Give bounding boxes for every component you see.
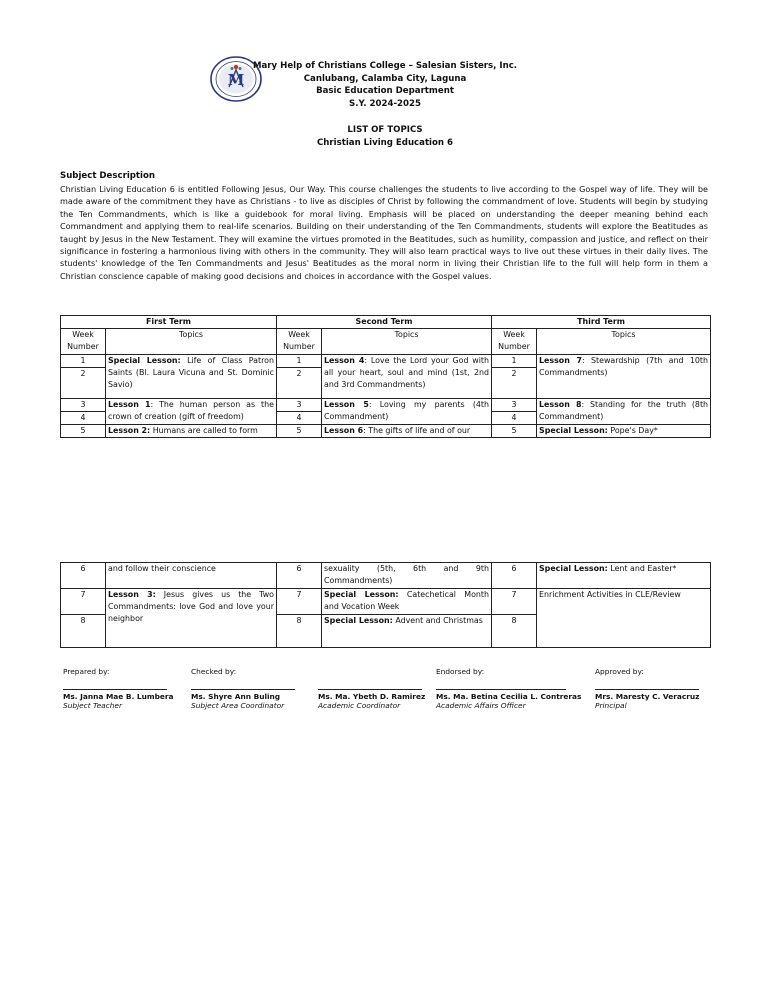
week-number: 5	[277, 425, 322, 438]
signatory-prepared	[63, 667, 174, 710]
topics-table-part2	[60, 562, 711, 648]
svg-text:M: M	[227, 71, 245, 89]
week-number: 8	[61, 615, 106, 648]
subject-description-heading: Subject Description	[60, 171, 156, 181]
topics-table-part1	[60, 315, 711, 438]
signatory-role: Subject Area Coordinator	[191, 701, 285, 710]
week-number: 3	[61, 398, 106, 411]
topic-cell: Enrichment Activities in CLE/Review	[537, 589, 711, 648]
topic-text: : The human person as the crown of creation (gift of freedom)	[108, 399, 275, 422]
signatory-name: Ms. Ma. Betina Cecilia L. Contreras	[436, 692, 582, 701]
topic-label: Lesson 5	[324, 399, 369, 409]
topic-label: Lesson 8	[539, 399, 582, 409]
topic-text: : Stewardship (7th and 10th Commandments)	[539, 355, 709, 377]
topic-cell	[106, 589, 277, 648]
week-number: 2	[277, 367, 322, 398]
signature-line	[191, 689, 295, 690]
signatory-role: Principal	[595, 701, 627, 710]
week-number: 6	[277, 563, 322, 589]
topic-label: Special Lesson:	[539, 564, 608, 573]
subject-title: Christian Living Education 6	[317, 137, 453, 148]
week-number: 1	[61, 354, 106, 367]
topic-text: Life of Class Patron Saints (Bl. Laura Vicuna and St. Dominic Savio)	[108, 355, 275, 390]
topic-text: Advent and Christmas	[392, 616, 483, 625]
signatory-role: Academic Coordinator	[318, 701, 401, 710]
topic-label: Lesson 4	[324, 355, 365, 365]
signatory-approved	[595, 667, 699, 710]
week-number: 7	[61, 589, 106, 615]
signatory-academic-coordinator	[318, 667, 425, 710]
week-number: 6	[492, 563, 537, 589]
school-name: Mary Help of Christians College – Salesian Sisters, Inc.	[252, 61, 518, 71]
week-number: 7	[492, 589, 537, 615]
topic-text: Pope's Day*	[607, 426, 658, 436]
signatory-name: Ms. Ma. Ybeth D. Ramirez	[318, 692, 426, 701]
topic-label: Special Lesson:	[539, 426, 608, 436]
topic-cell	[106, 425, 277, 438]
week-number: 3	[492, 398, 537, 411]
week-number: 3	[277, 398, 322, 411]
week-number: 1	[492, 354, 537, 367]
week-number: 4	[492, 412, 537, 425]
topic-cell	[106, 398, 277, 424]
signature-line	[63, 689, 167, 690]
signatory-label: Checked by:	[191, 667, 237, 676]
week-number: 4	[61, 412, 106, 425]
week-number: 1	[277, 354, 322, 367]
week-number: 2	[61, 367, 106, 398]
topic-cell	[322, 354, 492, 398]
topics-column-header: Topics	[322, 329, 492, 354]
topic-cell	[322, 425, 492, 438]
school-address: Canlubang, Calamba City, Laguna	[303, 73, 467, 84]
signatory-label: Endorsed by:	[436, 667, 485, 676]
signatory-name: Ms. Shyre Ann Buling	[191, 692, 281, 701]
week-number: 4	[277, 412, 322, 425]
week-number: 5	[61, 425, 106, 438]
week-number: 8	[492, 615, 537, 648]
topic-text: Jesus gives us the Two Commandments: love God and love your neighbor	[108, 590, 274, 624]
signatory-label: Approved by:	[595, 667, 644, 676]
signatory-label	[318, 667, 425, 689]
topic-cell	[537, 354, 711, 398]
topic-cell	[537, 398, 711, 424]
week-number: 2	[492, 367, 537, 398]
topic-label: Special Lesson:	[324, 590, 399, 599]
topic-text: : The gifts of life and of our	[363, 426, 471, 436]
topic-cell	[537, 563, 711, 589]
topics-column-header: Topics	[106, 329, 277, 354]
signatory-endorsed	[436, 667, 581, 710]
topic-label: Lesson 6	[324, 426, 364, 436]
subject-description-text: Christian Living Education 6 is entitled Following Jesus, Our Way. This course challenges the students to live according to the Gospel way of life. They will be made aware of the commitment they have as Christians - to live as disciples of Christ by following the commandment of love. Students will begin by studying the Ten Commandments, which is like a guidebook for moral living. Emphasis will be placed on understanding the deeper meaning behind each Commandment and applying them to real-life scenarios. Building on their understanding of the Ten Commandments, students will explore the Beatitudes as taught by Jesus in the New Testament. They will examine the virtues promoted in the Beatitudes, such as humility, compassion and justice, and reflect on their significance in fostering a harmonious living with others in the community. They will also learn practical ways to live out these virtues in their daily lives. The students' knowledge of the Ten Commandments and Jesus' Beatitudes as the moral norm in living their Christian life to the full will help form in them a Christian conscience capable of making good decisions and choices in accordance with the Gospel values.	[60, 184, 708, 281]
topic-cell: and follow their conscience	[106, 563, 277, 589]
topic-label: Lesson 2:	[108, 426, 151, 436]
topic-label: Lesson 3:	[108, 590, 156, 599]
school-year: S.Y. 2024-2025	[349, 98, 421, 109]
topic-cell	[322, 398, 492, 424]
topic-cell: sexuality (5th, 6th and 9th Commandments)	[322, 563, 492, 589]
term-header-second: Second Term	[277, 316, 492, 329]
topic-text: : Loving my parents (4th Commandment)	[324, 399, 490, 422]
week-column-header: Week Number	[277, 329, 322, 354]
topic-label: Lesson 1	[108, 399, 151, 409]
week-column-header: Week Number	[61, 329, 106, 354]
topic-label: Lesson 7	[539, 355, 582, 365]
topic-cell	[322, 615, 492, 648]
topic-text: : Standing for the truth (8th Commandment)	[539, 399, 709, 422]
topic-label: Special Lesson:	[108, 355, 181, 365]
signatory-name: Ms. Janna Mae B. Lumbera	[63, 692, 174, 701]
signatory-role: Academic Affairs Officer	[436, 701, 526, 710]
topic-text: : Love the Lord your God with all your heart, soul and mind (1st, 2nd and 3rd Commandments)	[324, 355, 490, 390]
signatory-name: Mrs. Maresty C. Veracruz	[595, 692, 700, 701]
week-number: 8	[277, 615, 322, 648]
list-title: LIST OF TOPICS	[347, 125, 423, 135]
week-number: 7	[277, 589, 322, 615]
department: Basic Education Department	[316, 86, 454, 96]
topic-label: Special Lesson:	[324, 616, 393, 625]
term-header-third: Third Term	[492, 316, 711, 329]
signatory-role: Subject Teacher	[63, 701, 122, 710]
topic-cell	[537, 425, 711, 438]
term-header-first: First Term	[61, 316, 277, 329]
signature-line	[595, 689, 699, 690]
week-number: 5	[492, 425, 537, 438]
topic-text: Humans are called to form	[150, 426, 258, 436]
topic-cell	[322, 589, 492, 615]
topic-text: Lent and Easter*	[607, 564, 677, 573]
signatory-label: Prepared by:	[63, 667, 110, 676]
topic-text: Catechetical Month and Vocation Week	[324, 590, 489, 612]
topic-cell	[106, 354, 277, 398]
signature-line	[436, 689, 566, 690]
topics-column-header: Topics	[537, 329, 711, 354]
week-number: 6	[61, 563, 106, 589]
week-column-header: Week Number	[492, 329, 537, 354]
signature-line	[318, 689, 422, 690]
signatory-checked	[191, 667, 295, 710]
